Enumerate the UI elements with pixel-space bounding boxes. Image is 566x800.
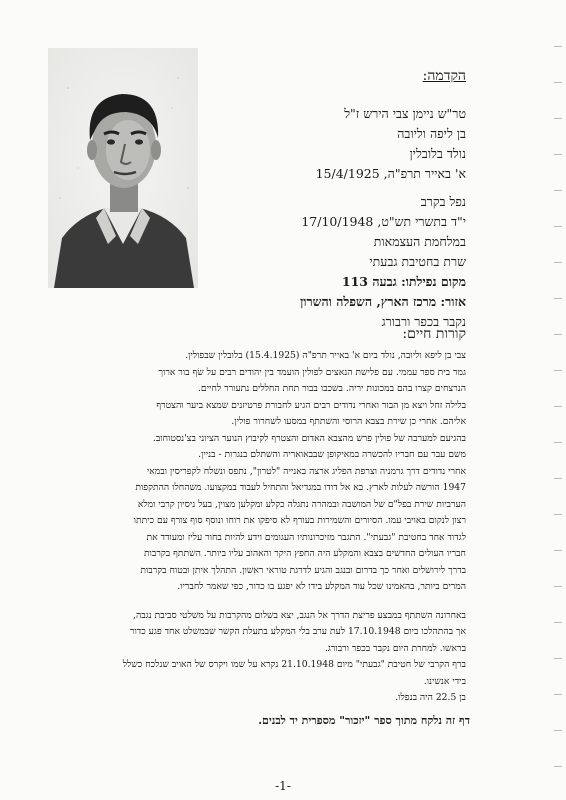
bio-line: אך בהתהלכו ביום 17.10.1948 לעת ערב בלי המקלע בתעלת הקשר שבמשלט אחד פגע כדור (129, 626, 466, 637)
parents-line: בן ליפה וליובה (397, 126, 466, 141)
bio-line: ברף הקרבי של חטיבת "גבעתי" מיום 21.10.1948 נקרא על שמו ויקרס של האויב שנלכח כשלל (122, 659, 466, 670)
bio-line: בן 22.5 היה בנפלו. (395, 692, 466, 703)
bio-line: הנרצחים קצרו בהם במכונות יריה. בשכבו בבור תחת החללים נתעורר לחיים. (197, 383, 466, 394)
bio-line: אליהם. אחרי כן שירת בצבא הרוסי והשתתף במסעו לשחרור פולין. (231, 416, 466, 427)
bio-line: בלילה זחל ויצא מן הבור ואחרי נדודים רבים הגיע לחבורת פרטיזנים שמצא ביער והצטרף (156, 399, 466, 411)
scan-edge-marks (552, 0, 562, 800)
place-line: מקום נפילתו: גבעה 113 (341, 274, 466, 289)
bio-line: משם עבר עם חבריו להכשרה במאיקופן שבבאואריה והשתלם בנגרות - בניין. (198, 449, 466, 460)
birthplace-line: נולד בלובלין (409, 146, 466, 161)
soldier-identity (216, 104, 466, 332)
portrait-photo (48, 48, 198, 288)
burial-line: נקבר בכפר ורבורג (381, 314, 466, 329)
page-number: -1- (275, 779, 291, 793)
bio-paragraph (70, 348, 466, 596)
war-line: במלחמת העצמאות (373, 234, 466, 249)
bio-line: צבי בן ליפא וליובה, נולד ביום א' באייר תרפ"ה (15.4.1925) בלובלין שבפולין. (185, 350, 466, 361)
bio-line: בהגיעם למערבה של פולין פרש מהצבא האדום והצטרף לקיבוץ הנוער הציוני בצ'נסטוחוב. (152, 432, 466, 444)
bio-line: המרים ביותר, בהאמינו שכל עוד המקלע בידו לא יפגע בו כדור, כפי שאמר לחבריו. (177, 581, 466, 592)
bio-line: בידי אנשינו. (423, 675, 466, 687)
page-heading: הקדמה: (422, 68, 466, 84)
bio-line: בראשו. למחרת היום נקבר בכפר ורבורג. (324, 642, 466, 654)
unit-line: שרת בחטיבת גבעתי (369, 254, 466, 269)
fell-label: נפל בקרב (420, 194, 466, 209)
birthdate-line: א' באייר תרפ"ה, 15/4/1925 (315, 166, 466, 181)
region-line: אזור: מרכז הארץ, השפלה והשרון (300, 294, 466, 309)
source-note: דף זה נלקח מתוך ספר "יזכור" מספרית יד לבנים. (258, 714, 470, 727)
bio-line: לגדוד אחד בחטיבת "גבעתי". התגבר מזיכרונותיו העגומים וידע להיות בחור עליז ומעודד את (146, 531, 466, 543)
bio-paragraph (70, 608, 466, 707)
bio-line: בדרך לירושלים ואחר כך בדרום ובנגב והגיע לדרגת טוראי ראשון. התהלך איתן ובטוח בקרבות (140, 564, 466, 576)
bio-line: רצון לנקום באויבי עמו. הסיורים והשמירות בעורף לא סיפקו את רוחו ונוסף סוף צורף עם כיתתו (133, 515, 466, 526)
bio-line: גמר בית ספר עממי. עם פלישת הנאצים לפולין הועמד בין יהודים רבים על שׂף בור ארוך (158, 366, 466, 378)
bio-line: באחרונה השתתף במבצע פריצת הדרך אל הנגב, יצא בשלום מהקרבות על משלטי סביבת נגבה, (133, 609, 466, 621)
bio-line: חבריו העולים החדשים בצבא והמקלע היה החפץ היקר והאהוב עליו ביותר. השתתף בקרבות (143, 548, 466, 559)
soldier-name: טר"ש ניימן צבי הירש ז"ל (344, 106, 466, 121)
fell-date-line: י"ד בתשרי תש"ט, 17/10/1948 (301, 214, 466, 229)
biography-text (70, 348, 466, 719)
biography-title: קורות חיים: (402, 326, 466, 342)
bio-line: הערביות שירת בפל"ם של המושבה ובמהרה נתגלה כקלע ומקלען מצוין, בעל ניסיון קרבי ומלא (137, 498, 466, 510)
bio-line: אחרי נדודים דרך גרמניה וצרפת הפליג ארצה באנייה "לטרון", נתפס ונשלח לקפריסין ובמאי (146, 465, 466, 477)
bio-line: 1947 הורשה לעלות לארץ. בא אל דודו במגדיאל והתחיל לעבוד במקצועו. משהחלו ההתקפות (135, 482, 466, 493)
